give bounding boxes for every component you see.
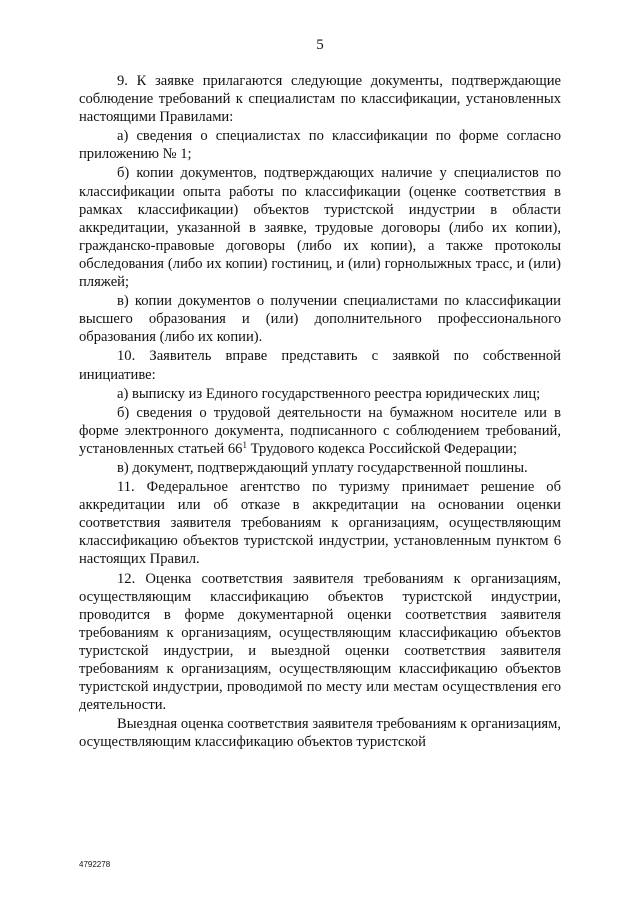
- paragraph-9b: б) копии документов, подтверждающих наличие у специалистов по классификации опыта работы по классификации (оценке соответствия в рамках классификации) объектов туристской индустрии в области аккредитации, указанной в заявке, трудовые договоры (либо их копии), гражданско-правовые договоры (либо их копии), а также протоколы обследования (либо их копии) гостиниц, и (или) горнолыжных трасс, и (или) пляжей;: [79, 165, 561, 291]
- paragraph-10b-start: б) сведения о трудовой деятельности на бумажном носителе или в форме электронного документа, подписанного с соблюдением требований, установленных статьей 66: [79, 404, 561, 457]
- paragraph-10a: а) выписку из Единого государственного реестра юридических лиц;: [117, 385, 541, 402]
- paragraph-10b: [79, 404, 561, 458]
- document-body: [79, 72, 561, 751]
- paragraph-9: 9. К заявке прилагаются следующие документы, подтверждающие соблюдение требований к специалистам по классификации, установленных настоящими Правилами:: [79, 73, 561, 126]
- article-superscript: 1: [242, 439, 247, 450]
- paragraph-9c: в) копии документов о получении специалистами по классификации высшего образования и (или) дополнительного профессионального образования (либо их копии).: [79, 293, 561, 346]
- paragraph-9a: а) сведения о специалистах по классификации по форме согласно приложению № 1;: [79, 128, 561, 163]
- paragraph-11: 11. Федеральное агентство по туризму принимает решение об аккредитации или об отказе в аккредитации на основании оценки соответствия заявителя требованиям к организациям, осуществляющим классификацию объектов туристской индустрии, установленным пунктом 6 настоящих Правил.: [79, 479, 561, 568]
- page-number: 5: [316, 37, 324, 53]
- paragraph-10b-end: Трудового кодекса Российской Федерации;: [246, 440, 517, 457]
- paragraph-12: 12. Оценка соответствия заявителя требованиям к организациям, осуществляющим классификацию объектов туристской индустрии, проводится в форме документарной оценки соответствия заявителя требованиям к организациям, осуществляющим классификацию объектов туристской индустрии, и выездной оценки соответствия заявителя требованиям к организациям, осуществляющим классификацию объектов туристской индустрии, проводимой по месту или местам осуществления его деятельности.: [79, 570, 561, 714]
- paragraph-13: Выездная оценка соответствия заявителя требованиям к организациям, осуществляющим классификацию объектов туристской: [79, 716, 561, 751]
- paragraph-10c: в) документ, подтверждающий уплату государственной пошлины.: [117, 459, 528, 476]
- paragraph-10: 10. Заявитель вправе представить с заявкой по собственной инициативе:: [79, 348, 561, 383]
- document-id: 4792278: [79, 860, 111, 869]
